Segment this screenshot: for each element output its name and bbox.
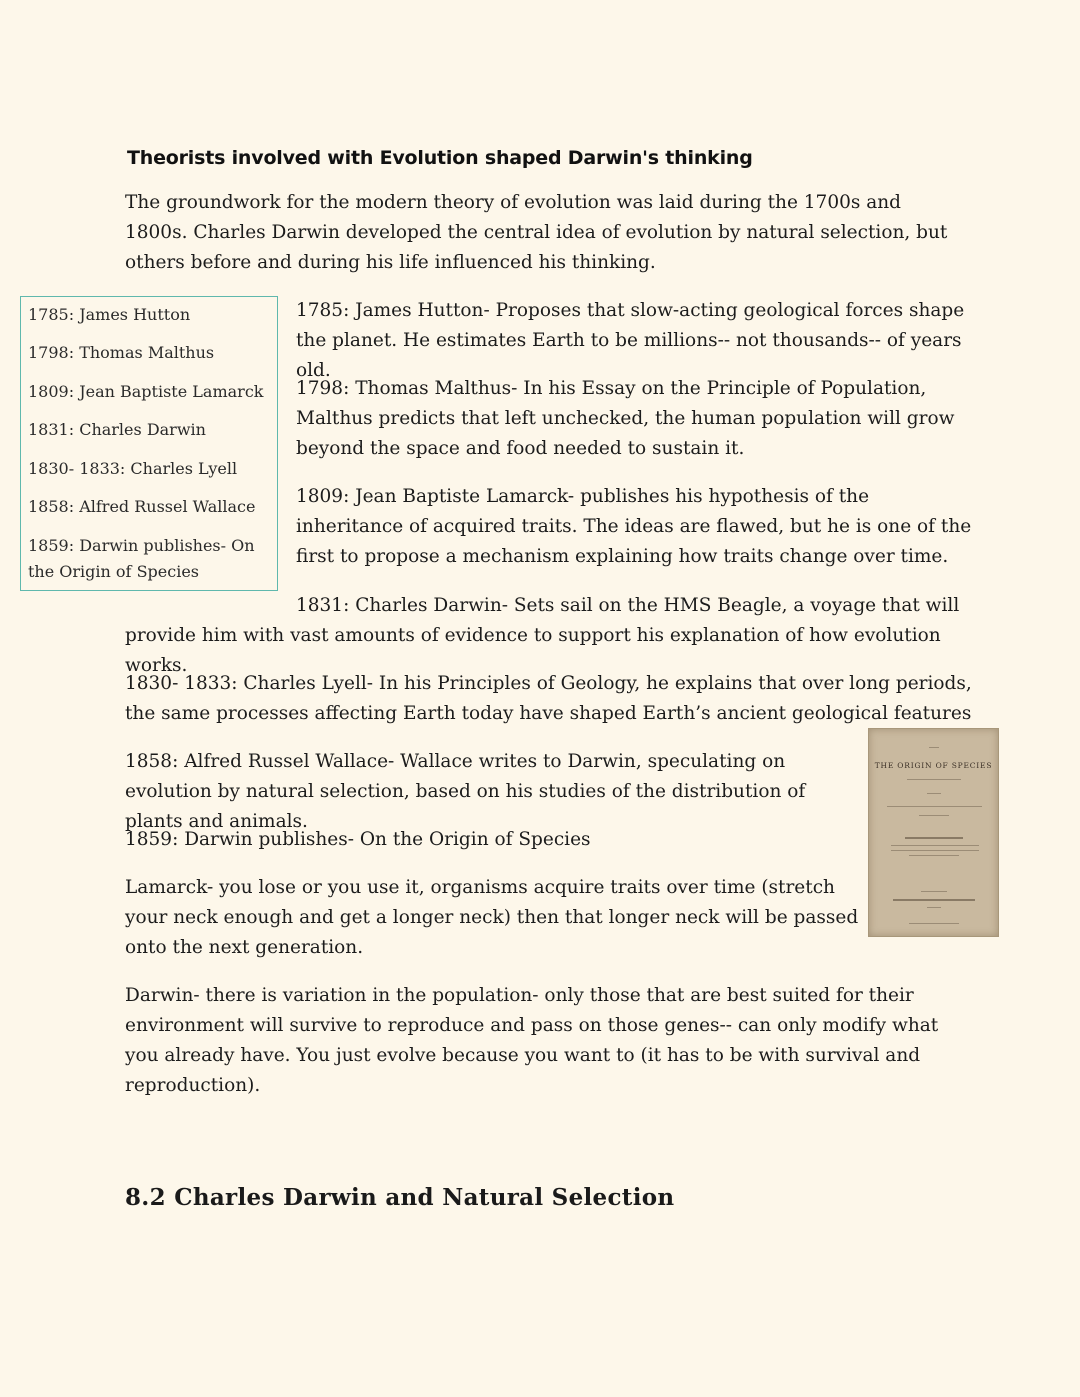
timeline-item: 1798: Thomas Malthus (28, 343, 215, 362)
note-lamarck: Lamarck- you lose or you use it, organisms acquire traits over time (stretch your neck enough and get a longer neck) then that longer neck will be passed onto the next generation. (125, 877, 859, 958)
section-title: 8.2 Charles Darwin and Natural Selection (125, 1184, 675, 1211)
section-heading: Theorists involved with Evolution shaped Darwin's thinking (127, 147, 753, 169)
timeline-item: 1785: James Hutton (28, 305, 191, 324)
timeline-item: 1809: Jean Baptiste Lamarck (28, 382, 264, 401)
timeline-item: 1831: Charles Darwin (28, 420, 206, 439)
entry-wallace: 1858: Alfred Russel Wallace- Wallace writes to Darwin, speculating on evolution by natural selection, based on his studies of the distribution of plants and animals. (125, 751, 806, 832)
entry-hutton: 1785: James Hutton- Proposes that slow-acting geological forces shape the planet. He estimates Earth to be millions-- not thousands-- of years old. (296, 300, 965, 381)
timeline-item: 1859: Darwin publishes- On the Origin of Species (28, 536, 255, 581)
origin-of-species-book-image (868, 728, 999, 937)
entry-lamarck: 1809: Jean Baptiste Lamarck- publishes his hypothesis of the inheritance of acquired traits. The ideas are flawed, but he is one of the first to propose a mechanism explaining how traits change over time. (296, 486, 972, 567)
timeline-item: 1830- 1833: Charles Lyell (28, 459, 238, 478)
entry-origin: 1859: Darwin publishes- On the Origin of Species (125, 829, 591, 850)
intro-paragraph: The groundwork for the modern theory of evolution was laid during the 1700s and 1800s. Charles Darwin developed the central idea of evolution by natural selection, but others before and during his life influenced his thinking. (125, 192, 948, 273)
entry-lyell: 1830- 1833: Charles Lyell- In his Principles of Geology, he explains that over long periods, the same processes affecting Earth today have shaped Earth’s ancient geological features (125, 673, 972, 724)
book-title: THE ORIGIN OF SPECIES (874, 761, 993, 770)
entry-darwin: 1831: Charles Darwin- Sets sail on the HMS Beagle, a voyage that will provide him with vast amounts of evidence to support his explanation of how evolution works. (125, 595, 960, 676)
entry-malthus: 1798: Thomas Malthus- In his Essay on the Principle of Population, Malthus predicts that left unchecked, the human population will grow beyond the space and food needed to sustain it. (296, 378, 955, 459)
timeline-box (20, 296, 278, 591)
timeline-item: 1858: Alfred Russel Wallace (28, 497, 256, 516)
note-darwin: Darwin- there is variation in the population- only those that are best suited for their environment will survive to reproduce and pass on those genes-- can only modify what you already have. You just evolve because you want to (it has to be with survival and reproduction). (125, 985, 939, 1096)
